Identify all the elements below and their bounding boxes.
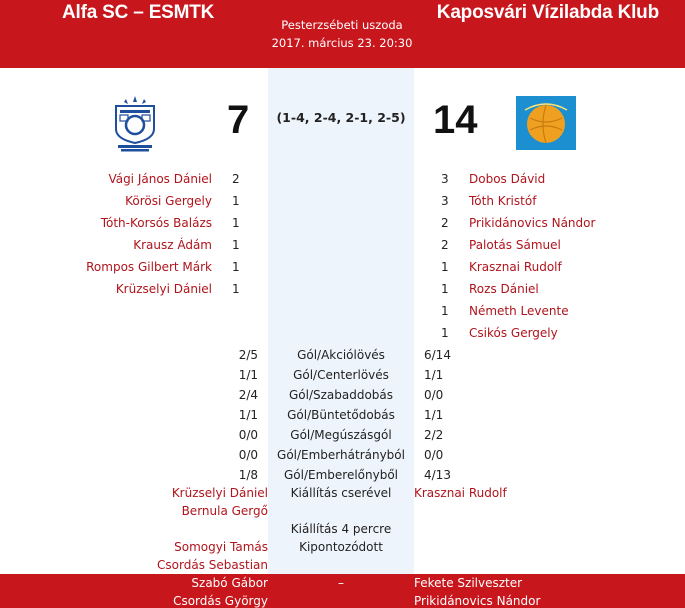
away-scorer-goals: 1 xyxy=(441,326,449,340)
exclusion-away-player[interactable]: Krasznai Rudolf xyxy=(414,486,507,500)
disqualified-home-player[interactable]: Somogyi Tamás xyxy=(174,540,268,554)
period-scores: (1-4, 2-4, 2-1, 2-5) xyxy=(276,110,406,125)
referee-name: Fekete Szilveszter xyxy=(414,576,523,590)
home-scorer[interactable]: Krausz Ádám xyxy=(133,238,212,252)
stat-label: Gól/Centerlövés xyxy=(293,368,389,382)
stat-home-value: 2/4 xyxy=(238,388,258,402)
home-scorer[interactable]: Vági János Dániel xyxy=(108,172,212,186)
away-scorer[interactable]: Németh Levente xyxy=(469,304,569,318)
home-team-name[interactable]: Alfa SC – ESMTK xyxy=(62,2,215,23)
away-scorer[interactable]: Tóth Kristóf xyxy=(469,194,537,208)
stat-away-value: 0/0 xyxy=(424,388,444,402)
away-scorer-goals: 2 xyxy=(441,216,449,230)
stat-home-value: 0/0 xyxy=(238,428,258,442)
stat-home-value: 0/0 xyxy=(238,448,258,462)
disqualified-home-player[interactable]: Csordás Sebastian xyxy=(157,558,268,572)
stat-home-value: 1/1 xyxy=(238,368,258,382)
referees-bar xyxy=(0,574,685,608)
home-scorer-goals: 2 xyxy=(232,172,240,186)
stat-home-value: 2/5 xyxy=(238,348,258,362)
stat-home-value: 1/1 xyxy=(238,408,258,422)
home-scorer[interactable]: Körösi Gergely xyxy=(125,194,212,208)
away-scorer[interactable]: Palotás Sámuel xyxy=(469,238,561,252)
away-scorer-goals: 1 xyxy=(441,282,449,296)
referee-name: Szabó Gábor xyxy=(191,576,268,590)
stat-label: Gól/Szabaddobás xyxy=(288,388,394,402)
away-scorer[interactable]: Krasznai Rudolf xyxy=(469,260,562,274)
away-scorer-goals: 1 xyxy=(441,260,449,274)
away-scorer[interactable]: Csikós Gergely xyxy=(469,326,558,340)
match-header xyxy=(0,0,685,68)
home-score: 7 xyxy=(227,98,250,142)
stat-away-value: 1/1 xyxy=(424,368,444,382)
disqualified-label: Kipontozódott xyxy=(299,540,383,554)
home-scorer-goals: 1 xyxy=(232,260,240,274)
away-scorer[interactable]: Prikidánovics Nándor xyxy=(469,216,596,230)
away-scorer[interactable]: Dobos Dávid xyxy=(469,172,546,186)
exclusion-sub-label: Kiállítás cserével xyxy=(290,486,392,500)
home-scorer[interactable]: Tóth-Korsós Balázs xyxy=(100,216,212,230)
exclusion-home-player[interactable]: Krüzselyi Dániel xyxy=(171,486,268,500)
stat-label: Gól/Akciólövés xyxy=(297,348,385,362)
away-team-name[interactable]: Kaposvári Vízilabda Klub xyxy=(436,2,659,23)
stat-away-value: 2/2 xyxy=(424,428,444,442)
referee-name: Csordás György xyxy=(173,594,268,608)
home-team-logo xyxy=(112,95,158,153)
exclusion-home-player[interactable]: Bernula Gergő xyxy=(181,504,268,518)
away-scorer-goals: 2 xyxy=(441,238,449,252)
away-scorer-goals: 3 xyxy=(441,194,449,208)
stat-away-value: 0/0 xyxy=(424,448,444,462)
stat-away-value: 6/14 xyxy=(424,348,451,362)
stat-label: Gól/Büntetődobás xyxy=(287,408,395,422)
home-scorer-goals: 1 xyxy=(232,282,240,296)
stat-label: Gól/Emberelőnyből xyxy=(283,468,399,482)
referee-name: Prikidánovics Nándor xyxy=(414,594,541,608)
home-scorer-goals: 1 xyxy=(232,194,240,208)
home-scorer[interactable]: Rompos Gilbert Márk xyxy=(86,260,212,274)
stat-away-value: 4/13 xyxy=(424,468,451,482)
away-scorer-goals: 3 xyxy=(441,172,449,186)
stat-label: Gól/Megúszásgól xyxy=(290,428,392,442)
away-score: 14 xyxy=(433,98,478,142)
home-scorer[interactable]: Krüzselyi Dániel xyxy=(115,282,212,296)
stat-away-value: 1/1 xyxy=(424,408,444,422)
stat-home-value: 1/8 xyxy=(238,468,258,482)
home-scorer-goals: 1 xyxy=(232,238,240,252)
exclusion-4min-label: Kiállítás 4 percre xyxy=(290,522,392,536)
match-info xyxy=(262,16,422,52)
referee-separator: – xyxy=(338,576,344,590)
away-team-logo xyxy=(516,96,576,150)
venue-name: Pesterzsébeti uszoda xyxy=(281,18,403,32)
away-scorer[interactable]: Rozs Dániel xyxy=(469,282,539,296)
away-scorer-goals: 1 xyxy=(441,304,449,318)
match-datetime: 2017. március 23. 20:30 xyxy=(271,36,413,50)
home-scorer-goals: 1 xyxy=(232,216,240,230)
stat-label: Gól/Emberhátrányból xyxy=(277,448,405,462)
